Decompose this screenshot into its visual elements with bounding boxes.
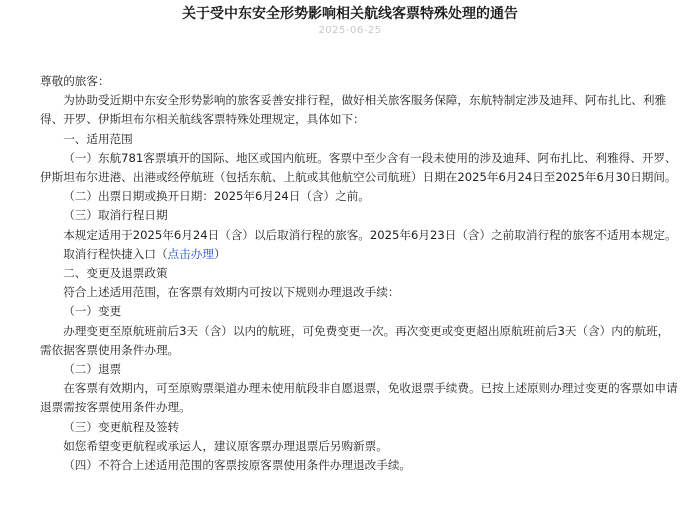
- policy-item-1-text: 办理变更至原航班前后3天（含）以内的航班，可免费变更一次。再次变更或变更超出原航班前后3天（含）内的航班，需依据客票使用条件办理。: [40, 323, 670, 357]
- publish-date: 2025-06-25: [318, 25, 382, 36]
- scope-item-1: （一）东航781客票填开的国际、地区或国内航班。客票中至少含有一段未使用的涉及迪拜、阿布扎比、利雅得、开罗、伊斯坦布尔进港、出港或经停航班（包括东航、上航或其他航空公司航班）日期在2025年6月24日至2025年6月30日期间。: [40, 150, 677, 185]
- policy-item-4: （四）不符合上述适用范围的客票按原客票使用条件办理退改手续。: [63, 458, 412, 473]
- policy-item-3-text: 如您希望变更航程或承运人，建议原客票办理退票后另购新票。: [63, 438, 388, 453]
- section-heading-policy: 二、变更及退票政策: [63, 266, 168, 281]
- greeting: 尊敬的旅客：: [40, 74, 110, 88]
- section-heading-scope: 一、适用范围: [63, 131, 133, 146]
- intro-paragraph: 为协助受近期中东安全形势影响的旅客妥善安排行程，做好相关旅客服务保障，东航特制定涉及迪拜、阿布扎比、利雅得、开罗、伊斯坦布尔相关航线客票特殊处理规定，具体如下：: [40, 93, 667, 127]
- quick-entry-link[interactable]: 点击办理: [167, 246, 214, 261]
- notice-body: [40, 72, 680, 475]
- policy-item-2-text: 在客票有效期内，可至原购票渠道办理未使用航段非自愿退票，免收退票手续费。已按上述原则办理过变更的客票如申请退票需按客票使用条件办理。: [40, 381, 678, 415]
- scope-item-3: （三）取消行程日期: [63, 208, 168, 223]
- policy-item-2: （二）退票: [63, 362, 122, 377]
- quick-entry-line: [40, 245, 680, 264]
- policy-item-1: （一）变更: [63, 304, 122, 319]
- quick-entry-suffix: ）: [213, 246, 226, 261]
- policy-item-3: （三）变更航程及签转: [63, 419, 180, 434]
- page-title: 关于受中东安全形势影响相关航线客票特殊处理的通告: [182, 6, 518, 22]
- scope-item-3-text: 本规定适用于2025年6月24日（含）以后取消行程的旅客。2025年6月23日（含）之前取消行程的旅客不适用本规定。: [63, 227, 677, 242]
- policy-intro: 符合上述适用范围，在客票有效期内可按以下规则办理退改手续：: [63, 285, 400, 300]
- scope-item-2: （二）出票日期或换开日期：2025年6月24日（含）之前。: [63, 189, 370, 204]
- quick-entry-prefix: 取消行程快捷入口（: [63, 246, 168, 261]
